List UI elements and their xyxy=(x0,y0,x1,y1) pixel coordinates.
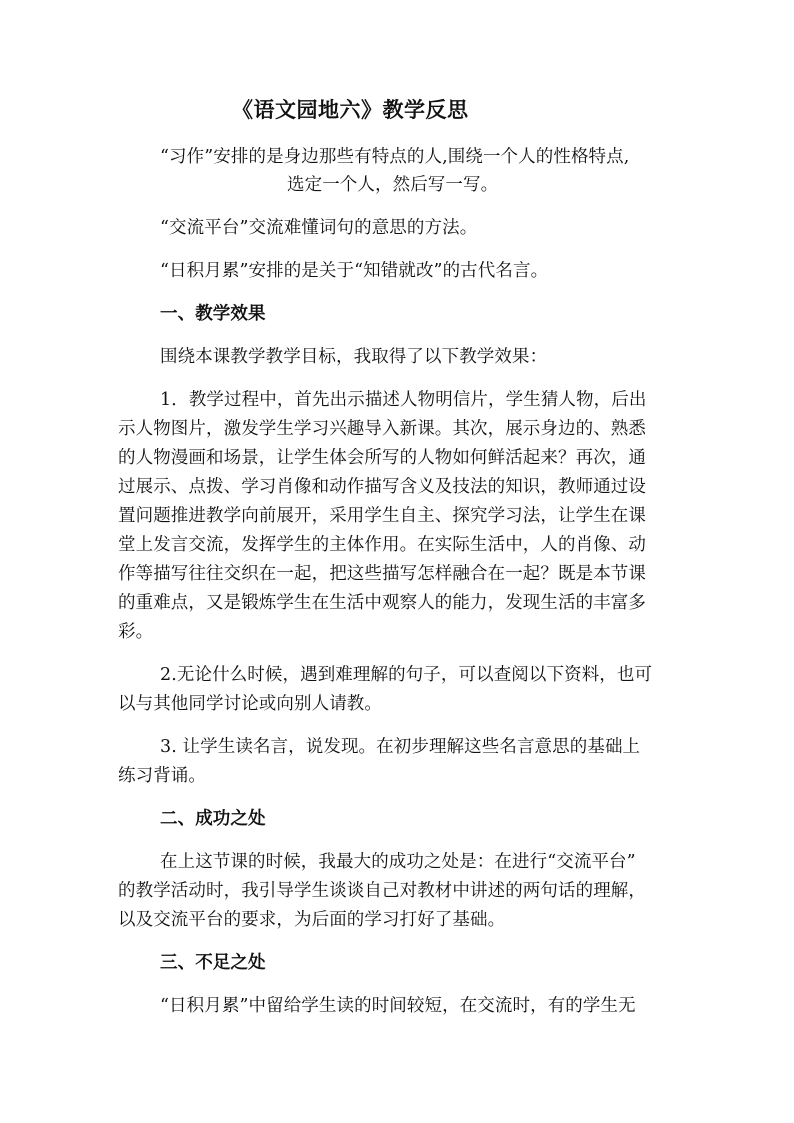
item3-line: 练习背诵。 xyxy=(118,766,206,786)
section-heading-shortcomings: 三、不足之处 xyxy=(160,953,266,973)
item1-line: 作等描写往往交织在一起，把这些描写怎样融合在一起？既是本节课 xyxy=(118,564,646,584)
section-heading-effects: 一、教学效果 xyxy=(160,304,266,324)
item3-line: 3. 让学生读名言，说发现。在初步理解这些名言意思的基础上 xyxy=(160,737,641,757)
intro-line-3: “交流平台”交流难懂词句的意思的方法。 xyxy=(160,218,478,238)
item1-line: 过展示、点拨、学习肖像和动作描写含义及技法的知识，教师通过设 xyxy=(118,477,646,497)
item1-line: 示人物图片，激发学生学习兴趣导入新课。其次，展示身边的、熟悉 xyxy=(118,419,646,439)
section2-line: 以及交流平台的要求，为后面的学习打好了基础。 xyxy=(118,910,506,930)
section3-line: “日积月累”中留给学生读的时间较短，在交流时，有的学生无 xyxy=(160,996,636,1016)
item1-line: 的人物漫画和场景，让学生体会所写的人物如何鲜活起来？再次，通 xyxy=(118,448,646,468)
section2-line: 的教学活动时，我引导学生谈谈自己对教材中讲述的两句话的理解， xyxy=(118,881,646,901)
document-title: 《语文园地六》教学反思 xyxy=(232,97,469,122)
item1-line: 置问题推进教学向前展开，采用学生自主、探究学习法，让学生在课 xyxy=(118,506,646,526)
section1-lead: 围绕本课教学教学目标，我取得了以下教学效果： xyxy=(160,347,548,367)
intro-line-4: “日积月累”安排的是关于“知错就改”的古代名言。 xyxy=(160,261,549,281)
section2-line: 在上这节课的时候，我最大的成功之处是：在进行“交流平台” xyxy=(160,852,636,872)
intro-line-1: “习作”安排的是身边那些有特点的人,围绕一个人的性格特点, xyxy=(160,147,630,167)
section-heading-success: 二、成功之处 xyxy=(160,809,266,829)
item2-line: 2.无论什么时候，遇到难理解的句子，可以查阅以下资料，也可 xyxy=(160,665,653,685)
item1-line: 1．教学过程中，首先出示描述人物明信片，学生猜人物，后出 xyxy=(160,390,647,410)
item2-line: 以与其他同学讨论或向别人请教。 xyxy=(118,694,382,714)
item1-line: 彩。 xyxy=(118,622,154,642)
item1-line: 堂上发言交流，发挥学生的主体作用。在实际生活中，人的肖像、动 xyxy=(118,535,646,555)
intro-line-2: 选定一个人，然后写一写。 xyxy=(287,175,499,195)
item1-line: 的重难点，又是锻炼学生在生活中观察人的能力，发现生活的丰富多 xyxy=(118,593,646,613)
